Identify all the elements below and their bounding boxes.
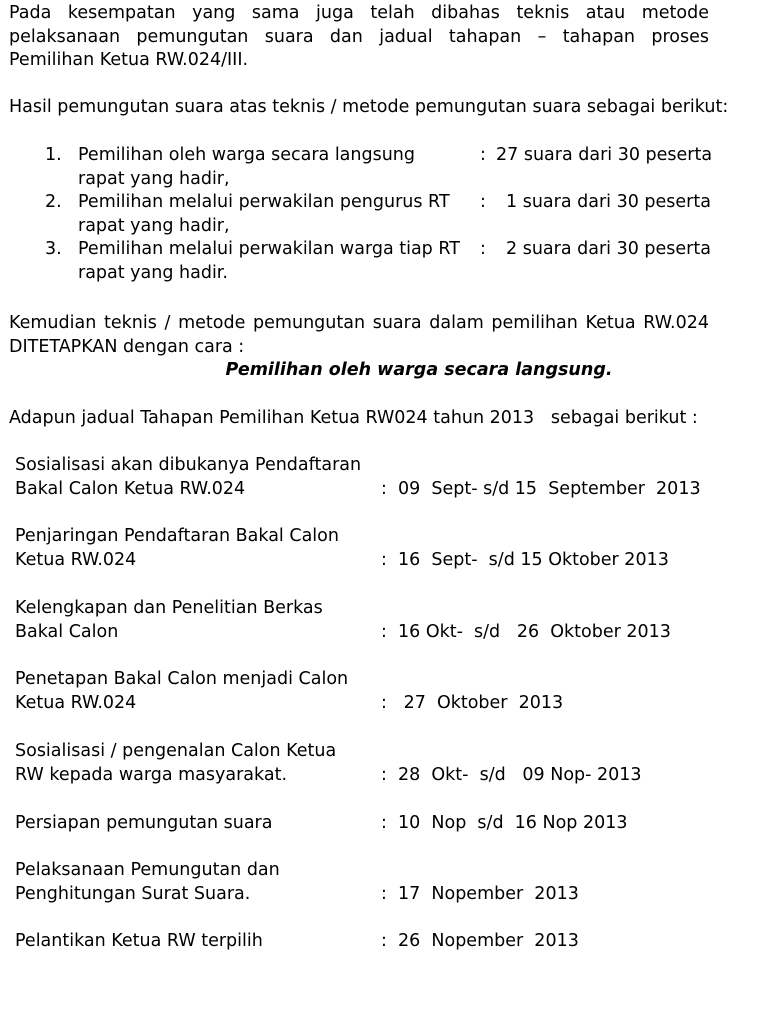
schedule-label-line-1: Penjaringan Pendaftaran Bakal Calon: [15, 526, 339, 546]
schedule-label-line-1: Kelengkapan dan Penelitian Berkas: [15, 598, 323, 618]
vote-item-1: [9, 144, 729, 191]
schedule-date: 26 Nopember 2013: [398, 931, 579, 951]
schedule-row: [15, 740, 642, 787]
decision-line-1: Kemudian teknis / metode pemungutan suara dalam pemilihan Ketua RW.024: [9, 313, 709, 333]
schedule-date: 09 Sept- s/d 15 September 2013: [398, 478, 701, 499]
schedule-date: 28 Okt- s/d 09 Nop- 2013: [398, 764, 642, 785]
decision-line-2: DITETAPKAN dengan cara :: [9, 336, 245, 357]
vote-colon: :: [480, 239, 486, 259]
intro-line-2: pelaksanaan pemungutan suara dan jadual tahapan – tahapan proses: [9, 26, 709, 47]
vote-label: Pemilihan melalui perwakilan pengurus RT: [78, 192, 450, 212]
schedule-colon: :: [381, 813, 387, 833]
schedule-label-line-2: Ketua RW.024: [15, 692, 137, 713]
schedule-row: [15, 597, 671, 644]
vote-result: 2 suara dari 30 peserta: [506, 239, 711, 259]
schedule-row: [15, 454, 701, 501]
decision-paragraph: [9, 312, 709, 359]
vote-label: Pemilihan oleh warga secara langsung: [78, 145, 416, 165]
vote-results-list: [9, 144, 729, 285]
vote-colon: :: [480, 192, 486, 212]
vote-colon: :: [480, 145, 486, 165]
results-heading: Hasil pemungutan suara atas teknis / metode pemungutan suara sebagai berikut:: [9, 97, 729, 117]
vote-number: 1.: [45, 145, 62, 165]
vote-continuation: rapat yang hadir.: [78, 262, 228, 283]
schedule-label-line-1: Penetapan Bakal Calon menjadi Calon: [15, 669, 349, 689]
vote-label: Pemilihan melalui perwakilan warga tiap RT: [78, 239, 460, 259]
vote-item-2: [9, 191, 729, 238]
schedule-label-line-2: Persiapan pemungutan suara: [15, 813, 273, 833]
schedule-heading: Adapun jadual Tahapan Pemilihan Ketua RW024 tahun 2013 sebagai berikut :: [9, 408, 698, 428]
schedule-label-line-2: Bakal Calon: [15, 621, 119, 642]
schedule-row: [15, 812, 628, 836]
schedule-colon: :: [381, 549, 387, 570]
schedule-label-line-1: Sosialisasi akan dibukanya Pendaftaran: [15, 455, 362, 475]
schedule-colon: :: [381, 478, 387, 499]
schedule-label-line-2: Ketua RW.024: [15, 549, 137, 570]
schedule-colon: :: [381, 764, 387, 785]
schedule-row: [15, 859, 579, 906]
schedule-colon: :: [381, 931, 387, 951]
schedule-colon: :: [381, 621, 387, 642]
intro-paragraph: [9, 2, 709, 73]
vote-item-3: [9, 238, 729, 285]
vote-result: 27 suara dari 30 peserta: [496, 145, 713, 165]
schedule-date: 27 Oktober 2013: [398, 692, 564, 713]
schedule-row: [15, 930, 579, 954]
vote-continuation: rapat yang hadir,: [78, 168, 230, 189]
schedule-row: [15, 525, 669, 572]
schedule-label-line-2: Bakal Calon Ketua RW.024: [15, 478, 246, 499]
schedule-label-line-2: Penghitungan Surat Suara.: [15, 883, 251, 904]
schedule-date: 10 Nop s/d 16 Nop 2013: [398, 813, 628, 833]
decided-method: Pemilihan oleh warga secara langsung.: [225, 360, 613, 380]
schedule-label-line-1: Pelaksanaan Pemungutan dan: [15, 860, 280, 880]
schedule-colon: :: [381, 692, 387, 713]
vote-number: 2.: [45, 192, 62, 212]
schedule-row: [15, 668, 564, 715]
schedule-date: 16 Okt- s/d 26 Oktober 2013: [398, 621, 671, 642]
vote-result: 1 suara dari 30 peserta: [506, 192, 711, 212]
schedule-date: 17 Nopember 2013: [398, 883, 579, 904]
intro-line-1: Pada kesempatan yang sama juga telah dibahas teknis atau metode: [9, 3, 709, 23]
vote-number: 3.: [45, 239, 62, 259]
intro-line-3: Pemilihan Ketua RW.024/III.: [9, 50, 249, 70]
schedule-date: 16 Sept- s/d 15 Oktober 2013: [398, 549, 669, 570]
schedule-colon: :: [381, 883, 387, 904]
schedule-label-line-2: Pelantikan Ketua RW terpilih: [15, 931, 263, 951]
schedule-label-line-1: Sosialisasi / pengenalan Calon Ketua: [15, 741, 337, 761]
schedule-label-line-2: RW kepada warga masyarakat.: [15, 764, 288, 785]
vote-continuation: rapat yang hadir,: [78, 215, 230, 236]
